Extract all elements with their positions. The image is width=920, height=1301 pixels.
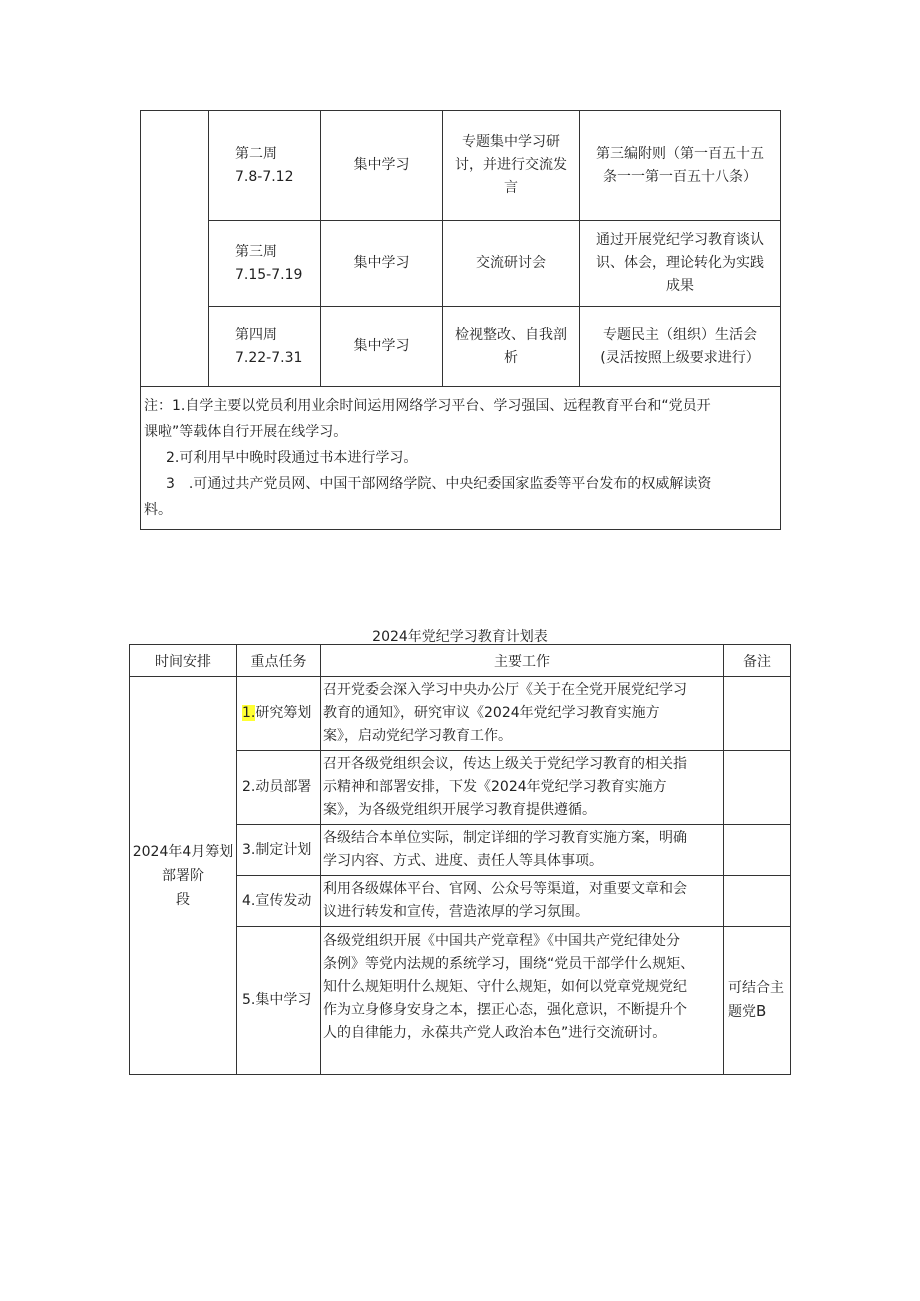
work-cell (321, 751, 724, 825)
work-line: 案》，启动党纪学习教育工作。 (323, 728, 512, 744)
note-line: 料。 (144, 502, 172, 518)
notes-cell (141, 387, 781, 530)
material-cell (580, 111, 781, 221)
table-row (130, 677, 791, 751)
work-cell (321, 825, 724, 876)
note-line: 2.可利用早中晚时段通过书本进行学习。 (166, 450, 418, 466)
content-line: 专题集中学习研 (462, 134, 560, 150)
task-number-highlight: 1. (242, 705, 256, 721)
header-work: 主要工作 (321, 645, 724, 677)
remark-cell (724, 927, 791, 1075)
header-row (130, 645, 791, 677)
work-line: 各级结合本单位实际，制定详细的学习教育实施方案，明确 (323, 830, 687, 846)
content-line: 讨，并进行交流发 (455, 157, 567, 173)
header-time: 时间安排 (130, 645, 237, 677)
remark-cell (724, 751, 791, 825)
phase-line: 2024年4月筹划 (132, 843, 234, 860)
form-cell: 集中学习 (321, 111, 443, 221)
remark-line (728, 1000, 789, 1024)
work-line: 条例》等党内法规的系统学习，围绕“党员干部学什么规矩、 (323, 956, 695, 972)
notes-row (141, 387, 781, 530)
form-cell: 集中学习 (321, 307, 443, 387)
work-line: 学习内容、方式、进度、责任人等具体事项。 (323, 853, 603, 869)
week-label: 第二周 (235, 145, 277, 162)
table-row (141, 221, 781, 307)
week-cell (209, 111, 321, 221)
work-line: 人的自律能力，永葆共产党人政治本色”进行交流研讨。 (323, 1025, 667, 1041)
phase-line: 部署阶 (162, 867, 204, 884)
task-cell: 4.宣传发动 (237, 876, 321, 927)
task-cell: 2.动员部署 (237, 751, 321, 825)
work-line: 知什么规矩明什么规矩、守什么规矩，如何以党章党规党纪 (323, 979, 687, 995)
remark-cell (724, 677, 791, 751)
work-cell (321, 876, 724, 927)
header-remark: 备注 (724, 645, 791, 677)
plan-table-title: 2024年党纪学习教育计划表 (372, 629, 548, 645)
material-line: 条一一第一百五十八条） (603, 168, 757, 185)
material-line: 专题民主（组织）生活会 (603, 326, 757, 343)
note-line: 课啦”等载体自行开展在线学习。 (144, 424, 348, 440)
task-cell: 5.集中学习 (237, 927, 321, 1075)
material-cell (580, 307, 781, 387)
note-line: 注：1.自学主要以党员利用业余时间运用网络学习平台、学习强国、远程教育平台和“党员开 (144, 398, 711, 414)
work-line: 召开党委会深入学习中央办公厅《关于在全党开展党纪学习 (323, 682, 687, 698)
work-line: 利用各级媒体平台、官网、公众号等渠道，对重要文章和会 (323, 881, 687, 897)
header-task: 重点任务 (237, 645, 321, 677)
content-line: 检视整改、自我剖 (455, 326, 567, 343)
work-line: 召开各级党组织会议，传达上级关于党纪学习教育的相关指 (323, 756, 687, 772)
material-line: 通过开展党纪学习教育谈认 (596, 232, 764, 248)
content-line: 交流研讨会 (476, 255, 546, 271)
week-dates: 7.15-7.19 (235, 266, 303, 283)
work-cell (321, 677, 724, 751)
week-dates: 7.22-7.31 (235, 349, 303, 366)
material-cell (580, 221, 781, 307)
remark-line: 可结合主 (728, 980, 784, 996)
week-cell (209, 307, 321, 387)
week-label: 第三周 (235, 243, 277, 260)
remark-cell (724, 825, 791, 876)
week-cell (209, 221, 321, 307)
work-line: 教育的通知》，研究审议《2024年党纪学习教育实施方 (323, 705, 660, 721)
content-cell (443, 307, 580, 387)
remark-letter: B (756, 1002, 767, 1020)
table-row (141, 307, 781, 387)
blank-cell (141, 111, 209, 387)
note-line (144, 471, 776, 497)
form-cell: 集中学习 (321, 221, 443, 307)
content-line: 言 (504, 180, 518, 196)
note-text: .可通过共产党员网、中国干部网络学院、中央纪委国家监委等平台发布的权威解读资 (188, 476, 712, 492)
material-line: 识、体会，理论转化为实践 (596, 255, 764, 271)
task-cell: 3.制定计划 (237, 825, 321, 876)
material-line: (灵活按照上级要求进行） (600, 349, 760, 366)
week-dates: 7.8-7.12 (235, 168, 294, 185)
remark-text: 题党 (728, 1004, 756, 1020)
work-line: 示精神和部署安排，下发《2024年党纪学习教育实施方 (323, 779, 667, 795)
task-label: 研究筹划 (255, 705, 312, 721)
work-line: 案》，为各级党组织开展学习教育提供遵循。 (323, 802, 596, 818)
material-line: 成果 (666, 278, 694, 294)
content-cell (443, 111, 580, 221)
work-line: 作为立身修身安身之本，摆正心态，强化意识，不断提升个 (323, 1002, 687, 1018)
plan-table (129, 644, 791, 1075)
phase-line: 段 (176, 891, 190, 908)
work-cell (321, 927, 724, 1075)
note-number: 3 (166, 476, 175, 492)
remark-cell (724, 876, 791, 927)
phase-cell (130, 677, 237, 1075)
work-line: 各级党组织开展《中国共产党章程》《中国共产党纪律处分 (323, 933, 680, 949)
table-row (141, 111, 781, 221)
task-cell (237, 677, 321, 751)
content-line: 析 (504, 349, 518, 366)
week-label: 第四周 (235, 326, 277, 343)
content-cell (443, 221, 580, 307)
study-schedule-table (140, 110, 781, 530)
material-line: 第三编附则（第一百五十五 (596, 145, 764, 162)
work-line: 议进行转发和宣传，营造浓厚的学习氛围。 (323, 904, 589, 920)
